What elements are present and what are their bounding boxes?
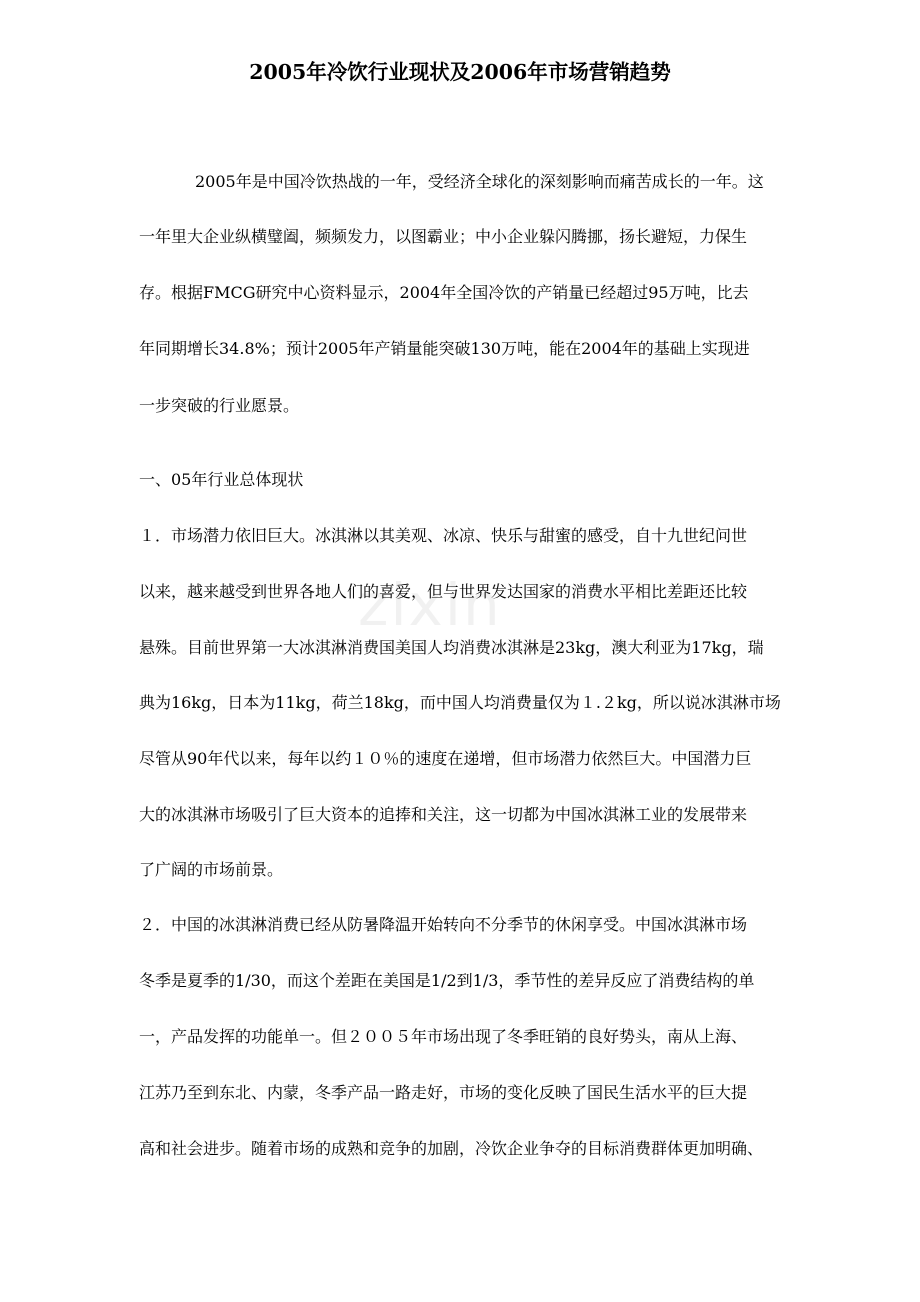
intro-line: 2005年是中国冷饮热战的一年，受经济全球化的深刻影响而痛苦成长的一年。这 bbox=[195, 172, 764, 191]
item2-line: 高和社会进步。随着市场的成熟和竞争的加剧，冷饮企业争夺的目标消费群体更加明确、 bbox=[139, 1139, 764, 1158]
intro-line: 一年里大企业纵横璧阖，频频发力，以图霸业；中小企业躲闪腾挪，扬长避短，力保生 bbox=[139, 227, 748, 246]
item1-line: 了广阔的市场前景。 bbox=[139, 860, 284, 879]
item2-line: 江苏乃至到东北、内蒙，冬季产品一路走好，市场的变化反映了国民生活水平的巨大提 bbox=[139, 1083, 748, 1102]
item1-line: 尽管从90年代以来，每年以约１０％的速度在递增，但市场潜力依然巨大。中国潜力巨 bbox=[139, 749, 752, 768]
item1-line: 以来，越来越受到世界各地人们的喜爱，但与世界发达国家的消费水平相比差距还比较 bbox=[139, 582, 748, 601]
document-title: 2005年冷饮行业现状及2006年市场营销趋势 bbox=[249, 60, 671, 84]
intro-line: 年同期增长34.8%；预计2005年产销量能突破130万吨，能在2004年的基础上实现进 bbox=[139, 339, 750, 358]
item1-line: 典为16kg，日本为11kg，荷兰18kg，而中国人均消费量仅为１.２kg，所以说冰淇淋市场 bbox=[139, 693, 781, 712]
intro-line: 一步突破的行业愿景。 bbox=[139, 396, 300, 415]
item1-line: 大的冰淇淋市场吸引了巨大资本的追捧和关注，这一切都为中国冰淇淋工业的发展带来 bbox=[139, 805, 748, 824]
item2-line: 一，产品发挥的功能单一。但２００５年市场出现了冬季旺销的良好势头，南从上海、 bbox=[139, 1027, 748, 1046]
item2-line: ２．中国的冰淇淋消费已经从防暑降温开始转向不分季节的休闲享受。中国冰淇淋市场 bbox=[139, 915, 748, 934]
item1-line: 悬殊。目前世界第一大冰淇淋消费国美国人均消费冰淇淋是23kg，澳大利亚为17kg，瑞 bbox=[139, 638, 764, 657]
watermark: zixin bbox=[358, 571, 502, 639]
section-heading: 一、05年行业总体现状 bbox=[139, 470, 304, 489]
item2-line: 冬季是夏季的1/30，而这个差距在美国是1/2到1/3，季节性的差异反应了消费结构的单 bbox=[139, 971, 755, 990]
intro-line: 存。根据FMCG研究中心资料显示，2004年全国冷饮的产销量已经超过95万吨，比去 bbox=[139, 283, 749, 302]
item1-line: １．市场潜力依旧巨大。冰淇淋以其美观、冰凉、快乐与甜蜜的感受，自十九世纪问世 bbox=[139, 526, 748, 545]
